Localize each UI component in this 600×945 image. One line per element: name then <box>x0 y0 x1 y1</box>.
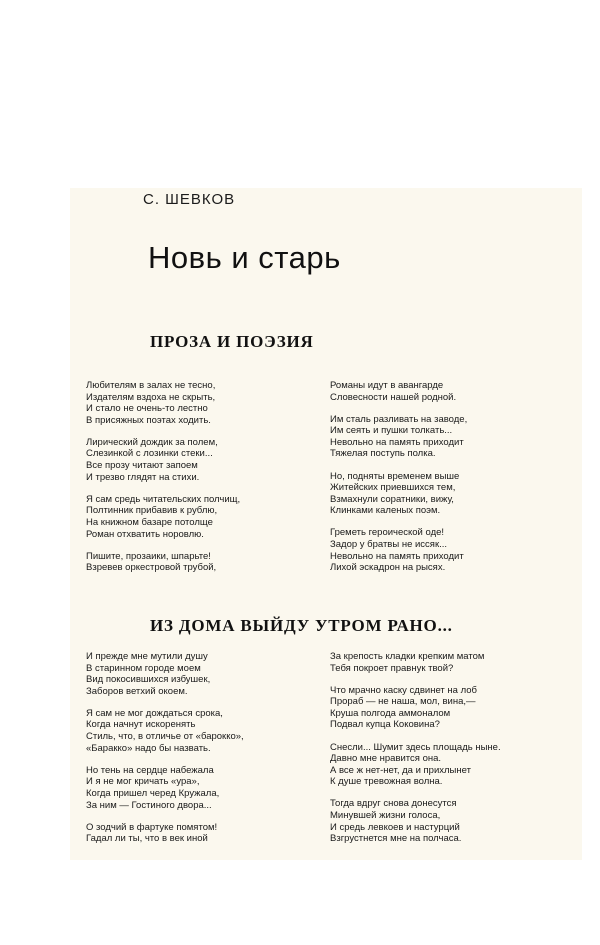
page-title: Новь и старь <box>148 240 341 275</box>
verse-line: В старинном городе моем <box>86 662 201 674</box>
verse-line: Им сеять и пушки толкать... <box>330 425 453 437</box>
stanza <box>86 651 244 697</box>
verse-line: Словесности нашей родной. <box>330 391 457 403</box>
verse-line: Снесли... Шумит здесь площадь ныне. <box>330 741 501 753</box>
verse-line: Житейских приевшихся тем, <box>330 482 456 494</box>
verse-line: Минувшей жизни голоса, <box>330 810 441 822</box>
verse-line: И средь левкоев и настурций <box>330 821 460 833</box>
verse-line: Греметь героической оде! <box>330 527 445 539</box>
verse-line: Задор у братвы не иссяк... <box>330 539 448 551</box>
verse-line: Клинками каленых поэм. <box>330 505 441 517</box>
verse-line: О зодчий в фартуке помятом! <box>86 821 218 833</box>
verse-line: Заборов ветхий окоем. <box>86 685 188 697</box>
verse-line: Пишите, прозаики, шпарьте! <box>86 550 211 562</box>
verse-line: Невольно на память приходит <box>330 550 464 562</box>
poem-2-left-column <box>86 651 244 855</box>
poem-2-right-column <box>330 651 501 855</box>
verse-line: Прораб — не наша, мол, вина,— <box>330 696 476 708</box>
verse-line: Когда начнут искоренять <box>86 719 196 731</box>
verse-line: Любителям в залах не тесно, <box>86 380 216 391</box>
author-name: С. ШЕВКОВ <box>143 191 236 208</box>
verse-line: В присяжных поэтах ходить. <box>86 414 211 426</box>
stanza <box>86 380 240 426</box>
verse-line: Им сталь разливать на заводе, <box>330 413 468 425</box>
verse-line: Взмахнули соратники, вижу, <box>330 493 454 505</box>
stanza <box>330 651 501 674</box>
poem-title-2: ИЗ ДОМА ВЫЙДУ УТРОМ РАНО... <box>150 616 453 635</box>
verse-line: Круша полгода аммоналом <box>330 707 451 719</box>
verse-line: И я не мог кричать «ура», <box>86 776 200 788</box>
verse-line: Но тень на сердце набежала <box>86 764 214 776</box>
verse-line: На книжном базаре потолще <box>86 516 213 528</box>
verse-line: Лихой эскадрон на рысях. <box>330 562 446 574</box>
poem-title-1: ПРОЗА И ПОЭЗИЯ <box>150 332 314 351</box>
verse-line: Тогда вдруг снова донесутся <box>330 798 457 810</box>
stanza <box>86 822 244 845</box>
stanza <box>86 494 240 540</box>
verse-line: И стало не очень-то лестно <box>86 403 208 415</box>
verse-line: Когда пришел черед Кружала, <box>86 787 220 799</box>
verse-line: Гадал ли ты, что в век иной <box>86 833 208 845</box>
verse-line: Что мрачно каску сдвинет на лоб <box>330 684 477 696</box>
verse-line: «Баракко» надо бы назвать. <box>86 742 211 754</box>
stanza <box>86 437 240 483</box>
verse-line: Роман отхватить норовлю. <box>86 528 204 540</box>
stanza <box>330 414 467 460</box>
stanza <box>330 380 467 403</box>
verse-line: А все ж нет-нет, да и прихлынет <box>330 764 471 776</box>
verse-line: Подвал купца Коковина? <box>330 719 440 731</box>
verse-line: И прежде мне мутили душу <box>86 651 208 662</box>
verse-line: Я сам не мог дождаться срока, <box>86 707 223 719</box>
verse-line: Романы идут в авангарде <box>330 380 444 391</box>
stanza <box>330 685 501 731</box>
verse-line: Издателям вздоха не скрыть, <box>86 391 216 403</box>
verse-line: За крепость кладки крепким матом <box>330 651 485 662</box>
verse-line: Взгрустнется мне на полчаса. <box>330 833 462 845</box>
verse-line: Невольно на память приходит <box>330 436 464 448</box>
stanza <box>86 765 244 811</box>
stanza <box>86 708 244 754</box>
verse-line: Но, подняты временем выше <box>330 470 460 482</box>
verse-line: И трезво глядят на стихи. <box>86 471 200 483</box>
poem-1-left-column <box>86 380 240 584</box>
stanza <box>330 742 501 788</box>
verse-line: Полтинник прибавив к рублю, <box>86 505 218 517</box>
poem-1-right-column <box>330 380 467 584</box>
stanza <box>330 798 501 844</box>
verse-line: Стиль, что, в отличье от «барокко», <box>86 731 244 743</box>
verse-line: Слезинкой с лозинки стеки... <box>86 448 213 460</box>
verse-line: Взревев оркестровой трубой, <box>86 562 217 574</box>
stanza <box>330 527 467 573</box>
verse-line: Вид покосившихся избушек, <box>86 674 211 686</box>
verse-line: Тебя покроет правнук твой? <box>330 662 454 674</box>
stanza <box>86 551 240 574</box>
verse-line: Все прозу читают запоем <box>86 460 198 472</box>
verse-line: За ним — Гостиного двора... <box>86 799 212 811</box>
verse-line: Тяжелая поступь полка. <box>330 448 436 460</box>
verse-line: К душе тревожная волна. <box>330 776 443 788</box>
stanza <box>330 471 467 517</box>
verse-line: Я сам средь читательских полчищ, <box>86 493 241 505</box>
verse-line: Лирический дождик за полем, <box>86 436 218 448</box>
verse-line: Давно мне нравится она. <box>330 753 442 765</box>
